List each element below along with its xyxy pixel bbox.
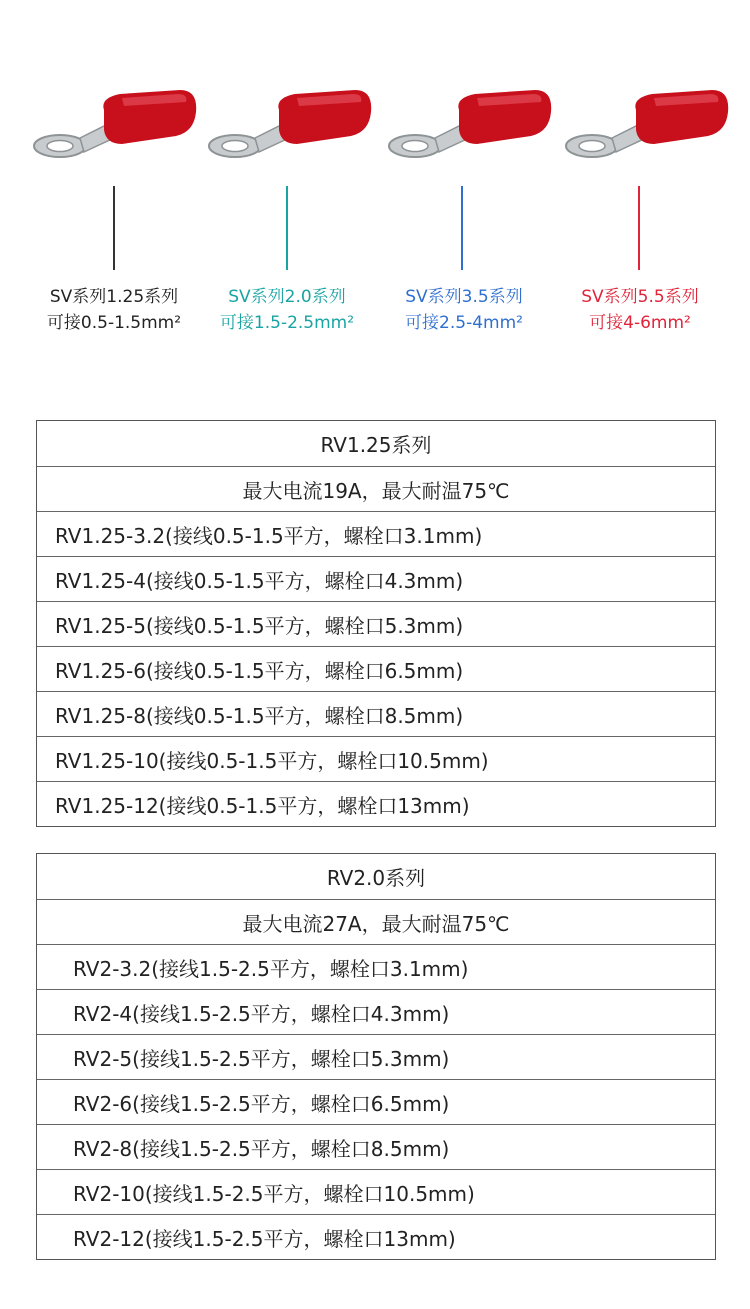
table-title: RV2.0系列: [326, 866, 426, 890]
ring-terminal-image: [30, 78, 200, 168]
leader-line: [638, 186, 640, 270]
series-range: 可接0.5-1.5mm²: [46, 313, 182, 333]
table-row: RV1.25-10(接线0.5-1.5平方，螺栓口10.5mm): [37, 736, 715, 781]
ring-terminal-image: [562, 78, 732, 168]
table-row: RV1.25-6(接线0.5-1.5平方，螺栓口6.5mm): [37, 646, 715, 691]
series-range: 可接4-6mm²: [589, 313, 691, 333]
table-row: RV2-6(接线1.5-2.5平方，螺栓口6.5mm): [37, 1079, 715, 1124]
table-subtitle: 最大电流19A，最大耐温75℃: [37, 466, 715, 511]
table-row: RV1.25-4(接线0.5-1.5平方，螺栓口4.3mm): [37, 556, 715, 601]
spec-table-rv125: [36, 420, 716, 827]
table-row: RV2-8(接线1.5-2.5平方，螺栓口8.5mm): [37, 1124, 715, 1169]
leader-line: [113, 186, 115, 270]
series-name: SV系列3.5系列: [405, 287, 523, 307]
series-name: SV系列1.25系列: [49, 287, 179, 307]
series-name: SV系列5.5系列: [581, 287, 699, 307]
table-row: RV2-3.2(接线1.5-2.5平方，螺栓口3.1mm): [37, 944, 715, 989]
table-row: RV1.25-3.2(接线0.5-1.5平方，螺栓口3.1mm): [37, 511, 715, 556]
spec-table-rv20: [36, 853, 716, 1260]
series-range: 可接1.5-2.5mm²: [219, 313, 355, 333]
table-subtitle: 最大电流27A，最大耐温75℃: [37, 899, 715, 944]
series-caption: [192, 284, 382, 336]
product-illustrations: [0, 0, 750, 360]
series-caption: [19, 284, 209, 336]
table-title: RV1.25系列: [320, 433, 432, 457]
ring-terminal-image: [385, 78, 555, 168]
table-row: RV2-5(接线1.5-2.5平方，螺栓口5.3mm): [37, 1034, 715, 1079]
table-row: RV2-4(接线1.5-2.5平方，螺栓口4.3mm): [37, 989, 715, 1034]
series-range: 可接2.5-4mm²: [405, 313, 523, 333]
leader-line: [286, 186, 288, 270]
series-caption: [369, 284, 559, 336]
ring-terminal-image: [205, 78, 375, 168]
table-row: RV1.25-12(接线0.5-1.5平方，螺栓口13mm): [37, 781, 715, 826]
series-caption: [545, 284, 735, 336]
leader-line: [461, 186, 463, 270]
table-row: RV1.25-5(接线0.5-1.5平方，螺栓口5.3mm): [37, 601, 715, 646]
series-name: SV系列2.0系列: [228, 287, 346, 307]
table-row: RV2-12(接线1.5-2.5平方，螺栓口13mm): [37, 1214, 715, 1259]
table-row: RV1.25-8(接线0.5-1.5平方，螺栓口8.5mm): [37, 691, 715, 736]
table-row: RV2-10(接线1.5-2.5平方，螺栓口10.5mm): [37, 1169, 715, 1214]
